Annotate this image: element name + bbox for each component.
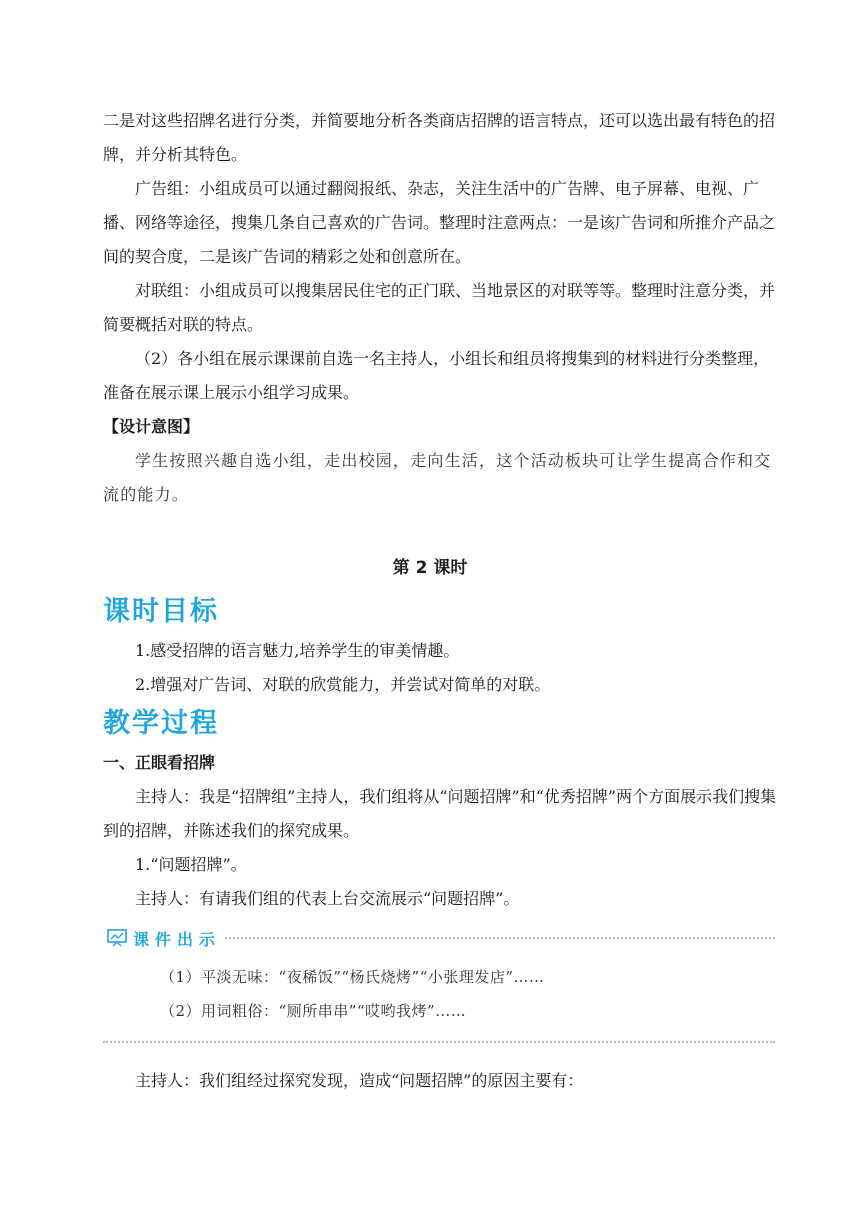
presentation-board-icon — [107, 929, 127, 947]
objectives-heading: 课时目标 — [103, 596, 219, 627]
intro-paragraph: 二是对这些招牌名进行分类，并简要地分析各类商店招牌的语言特点，还可以选出最有特色的招牌，并分析其特色。 — [103, 111, 776, 164]
dotted-divider — [225, 937, 775, 939]
objective-item-2: 2.增强对广告词、对联的欣赏能力，并尝试对简单的对联。 — [135, 675, 551, 694]
step2-paragraph: （2）各小组在展示课课前自选一名主持人，小组长和组员将搜集到的材料进行分类整理，准备在展示课上展示小组学习成果。 — [103, 349, 770, 402]
dotted-divider-bottom — [103, 1041, 775, 1043]
lesson-title: 第 2 课时 — [392, 558, 468, 578]
courseware-label: 课件出示 — [133, 929, 222, 949]
design-intent-heading: 【设计意图】 — [103, 417, 200, 436]
host-findings-paragraph: 主持人：我们组经过探究发现，造成“问题招牌”的原因主要有： — [135, 1071, 584, 1090]
courseware-item-2: （2）用词粗俗：“厕所串串”“哎哟我烤”…… — [160, 1002, 467, 1020]
ad-group-paragraph: 广告组：小组成员可以通过翻阅报纸、杂志，关注生活中的广告牌、电子屏幕、电视、广播、网络等途径，搜集几条自己喜欢的广告词。整理时注意两点：一是该广告词和所推介产品之间的契合度，二是该广告词的精彩之处和创意所在。 — [103, 179, 776, 266]
objective-item-1: 1.感受招牌的语言魅力,培养学生的审美情趣。 — [135, 641, 460, 660]
host-intro-paragraph: 主持人：我是“招牌组”主持人，我们组将从“问题招牌”和“优秀招牌”两个方面展示我们搜集到的招牌，并陈述我们的探究成果。 — [103, 787, 777, 840]
courseware-bar — [107, 926, 775, 950]
process-heading: 教学过程 — [103, 708, 219, 739]
courseware-item-1: （1）平淡无味：“夜稀饭”“杨氏烧烤”“小张理发店”…… — [160, 968, 545, 986]
design-intent-text: 学生按照兴趣自选小组，走出校园，走向生活，这个活动板块可让学生提高合作和交流的能力。 — [103, 451, 772, 504]
couplet-group-paragraph: 对联组：小组成员可以搜集居民住宅的正门联、当地景区的对联等等。整理时注意分类，并简要概括对联的特点。 — [103, 281, 776, 334]
host-invite-paragraph: 主持人：有请我们组的代表上台交流展示“问题招牌”。 — [135, 889, 520, 908]
process-subheading: 一、正眼看招牌 — [103, 753, 216, 772]
problem-signs-item: 1.“问题招牌”。 — [135, 855, 247, 874]
